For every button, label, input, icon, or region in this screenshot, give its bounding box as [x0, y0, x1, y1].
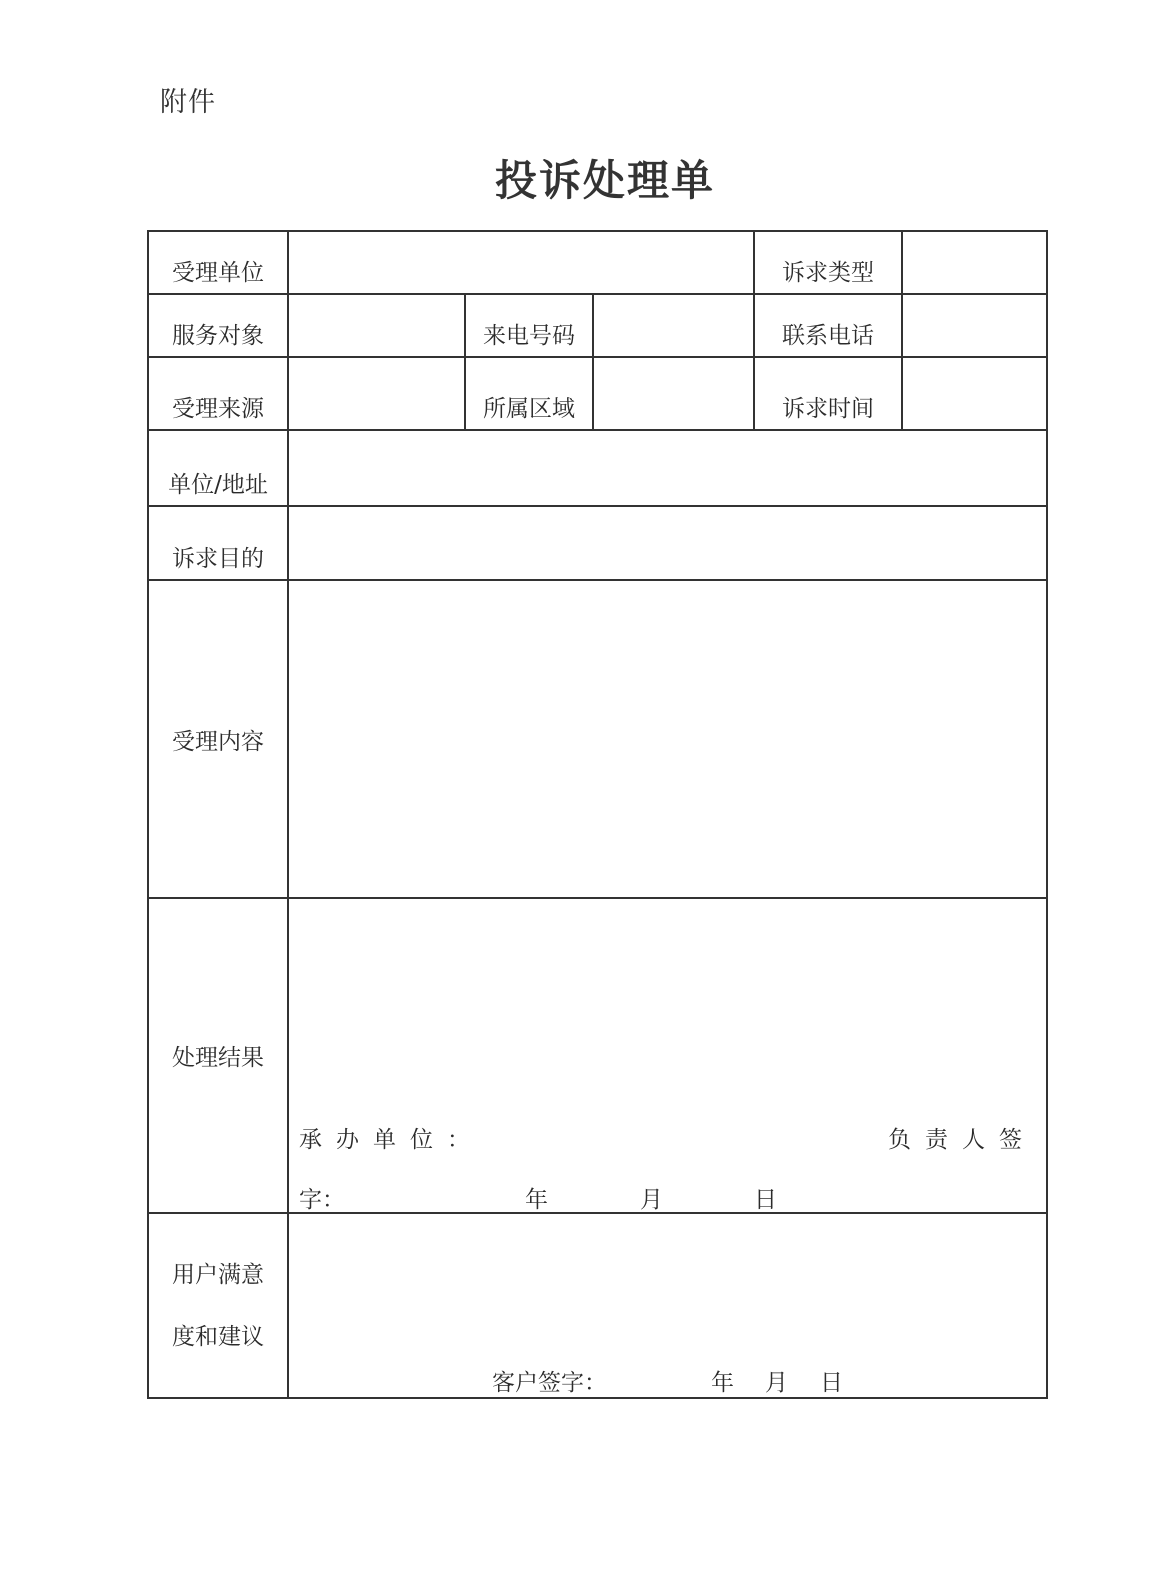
- label-accept-content: 受理内容: [148, 580, 288, 898]
- row-handling-result: [148, 898, 1047, 1213]
- row-accept-unit: [148, 231, 1047, 294]
- field-accept-unit[interactable]: [288, 231, 754, 294]
- field-service-target[interactable]: [288, 294, 465, 357]
- field-region[interactable]: [593, 357, 754, 430]
- label-request-type: 诉求类型: [754, 231, 902, 294]
- field-contact-phone[interactable]: [902, 294, 1047, 357]
- label-satisfaction-line1: 用户满意: [172, 1261, 264, 1288]
- responsible-sign-label-cont: 字：: [299, 1187, 345, 1213]
- label-caller-number: 来电号码: [465, 294, 593, 357]
- customer-year-label: 年: [711, 1370, 734, 1396]
- field-accept-content[interactable]: [288, 580, 1047, 898]
- field-satisfaction[interactable]: [288, 1213, 1047, 1398]
- row-satisfaction: [148, 1213, 1047, 1398]
- label-contact-phone: 联系电话: [754, 294, 902, 357]
- customer-month-label: 月: [765, 1370, 788, 1396]
- handling-year-label: 年: [525, 1187, 548, 1213]
- label-request-time: 诉求时间: [754, 357, 902, 430]
- label-region: 所属区域: [465, 357, 593, 430]
- label-accept-source: 受理来源: [148, 357, 288, 430]
- row-request-purpose: [148, 506, 1047, 580]
- customer-day-label: 日: [820, 1370, 843, 1396]
- label-satisfaction: [148, 1213, 288, 1398]
- label-request-purpose: 诉求目的: [148, 506, 288, 580]
- field-accept-source[interactable]: [288, 357, 465, 430]
- label-handling-result: 处理结果: [148, 898, 288, 1213]
- label-accept-unit: 受理单位: [148, 231, 288, 294]
- label-service-target: 服务对象: [148, 294, 288, 357]
- field-request-time[interactable]: [902, 357, 1047, 430]
- handling-unit-label: 承办单位：: [299, 1127, 484, 1153]
- field-request-purpose[interactable]: [288, 506, 1047, 580]
- responsible-sign-label: 负责人签: [888, 1127, 1037, 1153]
- label-satisfaction-line2: 度和建议: [172, 1323, 264, 1350]
- handling-month-label: 月: [640, 1187, 663, 1213]
- form-title: 投诉处理单: [494, 156, 715, 205]
- row-accept-source: [148, 357, 1047, 430]
- row-service-target: [148, 294, 1047, 357]
- customer-sign-label: 客户签字：: [492, 1370, 607, 1396]
- field-handling-result[interactable]: [288, 898, 1047, 1213]
- handling-day-label: 日: [754, 1187, 777, 1213]
- row-unit-address: [148, 430, 1047, 506]
- label-unit-address: 单位/地址: [148, 430, 288, 506]
- complaint-form-table: [147, 230, 1048, 1399]
- field-request-type[interactable]: [902, 231, 1047, 294]
- attachment-label: 附件: [160, 87, 216, 118]
- field-unit-address[interactable]: [288, 430, 1047, 506]
- row-accept-content: [148, 580, 1047, 898]
- field-caller-number[interactable]: [593, 294, 754, 357]
